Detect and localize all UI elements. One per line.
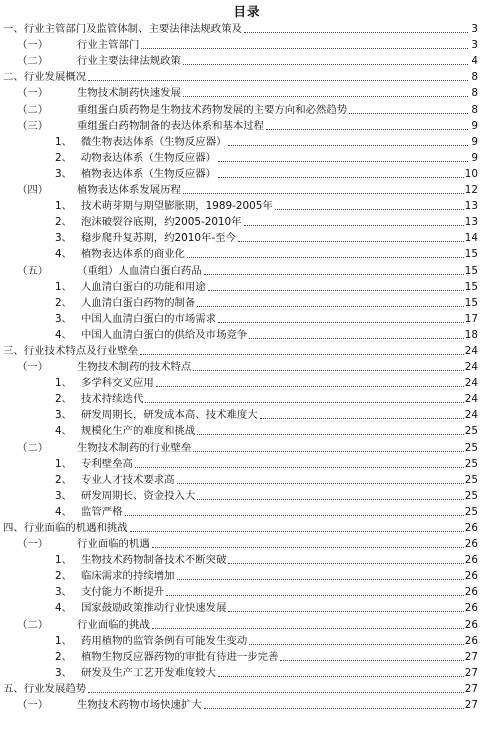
toc-entry-number: 1、 xyxy=(55,457,73,470)
toc-entry[interactable] xyxy=(0,213,494,229)
toc-entry[interactable] xyxy=(0,261,494,277)
toc-entry-page: 25 xyxy=(464,489,478,502)
toc-entry-text: 行业主管部门 xyxy=(77,39,140,52)
toc-entry-number: 1、 xyxy=(55,200,73,213)
toc-entry[interactable] xyxy=(0,696,494,712)
toc-dot-leader xyxy=(197,306,463,307)
toc-entry-page: 8 xyxy=(471,87,478,100)
toc-entry-number: （四） xyxy=(17,184,49,197)
toc-dot-leader xyxy=(218,177,464,178)
toc-entry-text: 行业技术特点及行业壁垒 xyxy=(23,344,139,357)
toc-dot-leader xyxy=(141,48,468,49)
toc-entry-text: 行业主要法律法规政策 xyxy=(77,55,181,68)
toc-entry[interactable] xyxy=(0,84,494,100)
toc-entry[interactable] xyxy=(0,455,494,471)
toc-dot-leader xyxy=(193,370,463,371)
toc-entry-text: 行业面临的挑战 xyxy=(77,618,150,631)
toc-entry-number: 四、 xyxy=(3,522,24,534)
toc-entry-page: 10 xyxy=(464,167,478,180)
toc-entry-page: 13 xyxy=(464,216,478,229)
toc-dot-leader xyxy=(204,274,464,275)
toc-dot-leader xyxy=(187,257,464,258)
toc-entry-page: 27 xyxy=(464,699,478,712)
toc-dot-leader xyxy=(218,676,464,677)
toc-entry-page: 24 xyxy=(464,393,478,406)
toc-entry-number: （一） xyxy=(17,361,49,374)
toc-entry-text: 生物技术药物市场快速扩大 xyxy=(77,699,202,712)
toc-entry-page: 26 xyxy=(464,618,478,631)
toc-entry-page: 18 xyxy=(464,328,478,341)
toc-entry-number: 3、 xyxy=(55,409,73,422)
toc-entry-page: 4 xyxy=(471,55,478,68)
toc-entry[interactable] xyxy=(0,438,494,454)
toc-dot-leader xyxy=(183,193,464,194)
toc-dot-leader xyxy=(125,515,464,516)
toc-entry-text: 规模化生产的难度和挑战 xyxy=(81,425,196,438)
toc-entry-page: 9 xyxy=(471,151,478,164)
toc-entry-text: 行业发展概况 xyxy=(23,71,87,84)
toc-entry-page: 27 xyxy=(464,682,478,695)
toc-dot-leader xyxy=(88,692,464,693)
toc-entry-page: 26 xyxy=(464,602,478,615)
toc-entry-page: 26 xyxy=(464,570,478,583)
toc-entry-page: 26 xyxy=(464,634,478,647)
toc-entry-text: 植物表达体系发展历程 xyxy=(77,184,181,197)
toc-entry-text: 行业面临的机遇 xyxy=(77,538,150,551)
toc-entry-number: 一、 xyxy=(3,23,24,36)
toc-entry-page: 26 xyxy=(464,586,478,599)
toc-entry[interactable] xyxy=(0,567,494,583)
toc-dot-leader xyxy=(183,64,468,65)
toc-dot-leader xyxy=(249,338,464,339)
toc-entry-text: 监管严格 xyxy=(81,505,123,518)
toc-entry[interactable] xyxy=(0,632,494,648)
toc-entry-number: 1、 xyxy=(55,377,73,390)
toc-entry[interactable] xyxy=(0,326,494,342)
toc-entry[interactable] xyxy=(0,117,494,133)
toc-entry-text: 行业主管部门及监管体制、主要法律法规政策及 xyxy=(23,23,242,36)
toc-entry-number: （一） xyxy=(17,39,49,52)
toc-entry-number: （二） xyxy=(17,618,49,631)
toc-dot-leader xyxy=(140,354,464,355)
toc-entry[interactable] xyxy=(0,648,494,664)
toc-entry-page: 25 xyxy=(464,425,478,438)
toc-entry-number: （一） xyxy=(17,538,49,551)
toc-entry[interactable] xyxy=(0,422,494,438)
toc-dot-leader xyxy=(244,225,464,226)
toc-entry-page: 13 xyxy=(464,200,478,213)
toc-entry-page: 15 xyxy=(464,296,478,309)
toc-entry-number: （一） xyxy=(17,699,49,712)
toc-entry[interactable] xyxy=(0,551,494,567)
toc-entry[interactable] xyxy=(0,294,494,310)
toc-entry-text: 稳步爬升复苏期，约2010年-至今 xyxy=(81,232,236,245)
toc-dot-leader xyxy=(156,386,464,387)
toc-entry[interactable] xyxy=(0,503,494,519)
toc-entry-number: 2、 xyxy=(55,296,73,309)
toc-dot-leader xyxy=(145,402,463,403)
toc-entry-page: 8 xyxy=(471,71,478,84)
toc-dot-leader xyxy=(218,161,468,162)
toc-entry-text: 中国人血清白蛋白的供给及市场竞争 xyxy=(81,328,248,341)
toc-entry-page: 26 xyxy=(464,522,478,534)
toc-entry-text: 植物生物反应器药物的审批有待进一步完善 xyxy=(81,650,279,663)
toc-entry-number: 三、 xyxy=(3,344,24,357)
toc-entry-text: 重组蛋白药物制备的表达体系和基本过程 xyxy=(77,119,265,132)
toc-entry-number: 4、 xyxy=(55,248,73,261)
toc-entry-number: 2、 xyxy=(55,393,73,406)
toc-entry-text: 专利壁垒高 xyxy=(81,457,133,470)
toc-entry-page: 17 xyxy=(464,312,478,325)
toc-entry[interactable] xyxy=(0,278,494,294)
toc-entry[interactable] xyxy=(0,358,494,374)
toc-entry-text: 药用植物的监管条例有可能发生变动 xyxy=(81,634,248,647)
toc-entry[interactable] xyxy=(0,390,494,406)
toc-dot-leader xyxy=(193,451,463,452)
toc-entry-number: （二） xyxy=(17,55,49,68)
toc-dot-leader xyxy=(275,209,464,210)
toc-entry-number: （三） xyxy=(17,119,49,132)
toc-dot-leader xyxy=(88,80,468,81)
toc-entry-text: 技术持续迭代 xyxy=(81,393,144,406)
toc-dot-leader xyxy=(244,32,468,33)
toc-entry[interactable] xyxy=(0,599,494,615)
toc-entry[interactable] xyxy=(0,133,494,149)
toc-dot-leader xyxy=(177,579,464,580)
toc-entry-number: 二、 xyxy=(3,71,24,84)
toc-entry[interactable] xyxy=(0,519,494,535)
toc-dot-leader xyxy=(238,241,464,242)
toc-entry-text: 研发周期长、资金投入大 xyxy=(81,489,196,502)
toc-list xyxy=(0,20,494,712)
toc-entry[interactable] xyxy=(0,36,494,52)
toc-entry[interactable] xyxy=(0,149,494,165)
toc-entry[interactable] xyxy=(0,535,494,551)
toc-dot-leader xyxy=(280,660,463,661)
toc-dot-leader xyxy=(228,611,463,612)
toc-dot-leader xyxy=(135,467,464,468)
toc-entry-page: 15 xyxy=(464,248,478,261)
toc-entry-page: 24 xyxy=(464,361,478,374)
toc-entry[interactable] xyxy=(0,68,494,84)
toc-entry-page: 14 xyxy=(464,232,478,245)
toc-dot-leader xyxy=(197,499,463,500)
toc-dot-leader xyxy=(166,595,464,596)
toc-entry-text: 国家鼓励政策推动行业快速发展 xyxy=(81,602,227,615)
toc-entry-text: 临床需求的持续增加 xyxy=(81,570,175,583)
toc-entry-text: 生物技术制药快速发展 xyxy=(77,87,181,100)
toc-dot-leader xyxy=(204,708,464,709)
toc-entry-number: （二） xyxy=(17,441,49,454)
toc-entry-text: 行业面临的机遇和挑战 xyxy=(23,522,128,534)
toc-dot-leader xyxy=(177,483,464,484)
toc-entry-text: 生物技术制药的行业壁垒 xyxy=(77,441,192,454)
toc-entry-number: 3、 xyxy=(55,489,73,502)
toc-entry-text: 生物技术制药的技术特点 xyxy=(77,361,192,374)
toc-entry-text: 研发及生产工艺开发难度较大 xyxy=(81,666,217,679)
toc-entry-number: 3、 xyxy=(55,586,73,599)
toc-entry-page: 8 xyxy=(471,103,478,116)
toc-entry[interactable] xyxy=(0,100,494,116)
toc-entry-page: 15 xyxy=(464,280,478,293)
toc-entry[interactable] xyxy=(0,342,494,358)
toc-dot-leader xyxy=(197,434,463,435)
toc-entry-page: 15 xyxy=(464,264,478,277)
toc-entry-text: 泡沫破裂谷底期，约2005-2010年 xyxy=(81,216,242,229)
toc-entry-page: 26 xyxy=(464,538,478,551)
toc-entry[interactable] xyxy=(0,680,494,696)
toc-dot-leader xyxy=(249,644,464,645)
toc-dot-leader xyxy=(130,531,464,532)
toc-entry-number: 2、 xyxy=(55,650,73,663)
toc-entry-page: 26 xyxy=(464,554,478,567)
toc-entry[interactable] xyxy=(0,197,494,213)
toc-entry-text: 研发周期长，研发成本高、技术难度大 xyxy=(81,409,258,422)
toc-entry-number: （二） xyxy=(17,103,49,116)
toc-entry[interactable] xyxy=(0,664,494,680)
toc-entry-number: 4、 xyxy=(55,505,73,518)
toc-dot-leader xyxy=(183,96,468,97)
toc-dot-leader xyxy=(228,563,463,564)
toc-entry-number: 2、 xyxy=(55,473,73,486)
toc-entry-number: 1、 xyxy=(55,554,73,567)
toc-entry[interactable] xyxy=(0,181,494,197)
toc-entry-text: 人血清白蛋白药物的制备 xyxy=(81,296,196,309)
toc-entry[interactable] xyxy=(0,52,494,68)
toc-entry-number: 4、 xyxy=(55,328,73,341)
toc-dot-leader xyxy=(228,145,468,146)
toc-entry-text: 行业发展趋势 xyxy=(23,682,87,695)
toc-entry-number: 2、 xyxy=(55,570,73,583)
toc-entry-number: 1、 xyxy=(55,135,73,148)
toc-dot-leader xyxy=(152,547,464,548)
toc-entry-page: 27 xyxy=(464,650,478,663)
toc-entry[interactable] xyxy=(0,615,494,631)
toc-dot-leader xyxy=(266,129,468,130)
toc-entry-number: 4、 xyxy=(55,602,73,615)
toc-entry[interactable] xyxy=(0,406,494,422)
toc-entry-page: 9 xyxy=(471,135,478,148)
toc-entry-text: 人血清白蛋白的功能和用途 xyxy=(81,280,206,293)
toc-entry-text: 专业人才技术要求高 xyxy=(81,473,175,486)
toc-entry-number: 3、 xyxy=(55,312,73,325)
toc-entry-text: 植物表达体系（生物反应器） xyxy=(81,167,217,180)
toc-entry-number: 3、 xyxy=(55,232,73,245)
toc-entry-page: 27 xyxy=(464,666,478,679)
toc-entry-page: 24 xyxy=(464,409,478,422)
toc-entry-number: （一） xyxy=(17,87,49,100)
toc-entry-page: 24 xyxy=(464,377,478,390)
toc-entry-page: 12 xyxy=(464,184,478,197)
toc-entry[interactable] xyxy=(0,374,494,390)
toc-entry[interactable] xyxy=(0,245,494,261)
toc-entry[interactable] xyxy=(0,471,494,487)
toc-entry-number: 4、 xyxy=(55,425,73,438)
toc-entry-page: 3 xyxy=(471,39,478,52)
toc-entry-number: 1、 xyxy=(55,634,73,647)
toc-entry-text: 多学科交叉应用 xyxy=(81,377,154,390)
toc-entry[interactable] xyxy=(0,229,494,245)
toc-dot-leader xyxy=(218,322,464,323)
toc-entry-number: 五、 xyxy=(3,682,24,695)
toc-dot-leader xyxy=(208,290,464,291)
toc-title: 目录 xyxy=(233,4,261,19)
toc-entry-text: 植物表达体系的商业化 xyxy=(81,248,185,261)
toc-entry-page: 25 xyxy=(464,457,478,470)
toc-entry-text: 动物表达体系（生物反应器） xyxy=(81,151,217,164)
toc-entry-number: 1、 xyxy=(55,280,73,293)
toc-entry-page: 3 xyxy=(471,23,478,36)
toc-entry-number: 2、 xyxy=(55,151,73,164)
toc-dot-leader xyxy=(349,113,468,114)
toc-entry-text: 重组蛋白质药物是生物技术药物发展的主要方向和必然趋势 xyxy=(77,103,348,116)
toc-entry-text: 生物技术药物制备技术不断突破 xyxy=(81,554,227,567)
toc-entry-number: 3、 xyxy=(55,666,73,679)
toc-entry[interactable] xyxy=(0,20,494,36)
toc-entry-number: 3、 xyxy=(55,167,73,180)
toc-entry-text: 中国人血清白蛋白的市场需求 xyxy=(81,312,217,325)
toc-dot-leader xyxy=(152,628,464,629)
toc-entry-text: 支付能力不断提升 xyxy=(81,586,165,599)
toc-entry-text: 微生物表达体系（生物反应器） xyxy=(81,135,227,148)
toc-entry-page: 25 xyxy=(464,505,478,518)
toc-entry-page: 25 xyxy=(464,441,478,454)
toc-entry[interactable] xyxy=(0,487,494,503)
toc-entry-number: 2、 xyxy=(55,216,73,229)
toc-entry[interactable] xyxy=(0,165,494,181)
toc-entry-number: （五） xyxy=(17,264,49,277)
toc-entry-text: （重组）人血清白蛋白药品 xyxy=(77,264,202,277)
toc-entry-page: 9 xyxy=(471,119,478,132)
toc-entry[interactable] xyxy=(0,310,494,326)
toc-entry[interactable] xyxy=(0,583,494,599)
toc-dot-leader xyxy=(260,418,464,419)
toc-entry-page: 24 xyxy=(464,344,478,357)
toc-entry-text: 技术萌芽期与期望膨胀期，1989-2005年 xyxy=(81,200,273,213)
toc-entry-page: 25 xyxy=(464,473,478,486)
